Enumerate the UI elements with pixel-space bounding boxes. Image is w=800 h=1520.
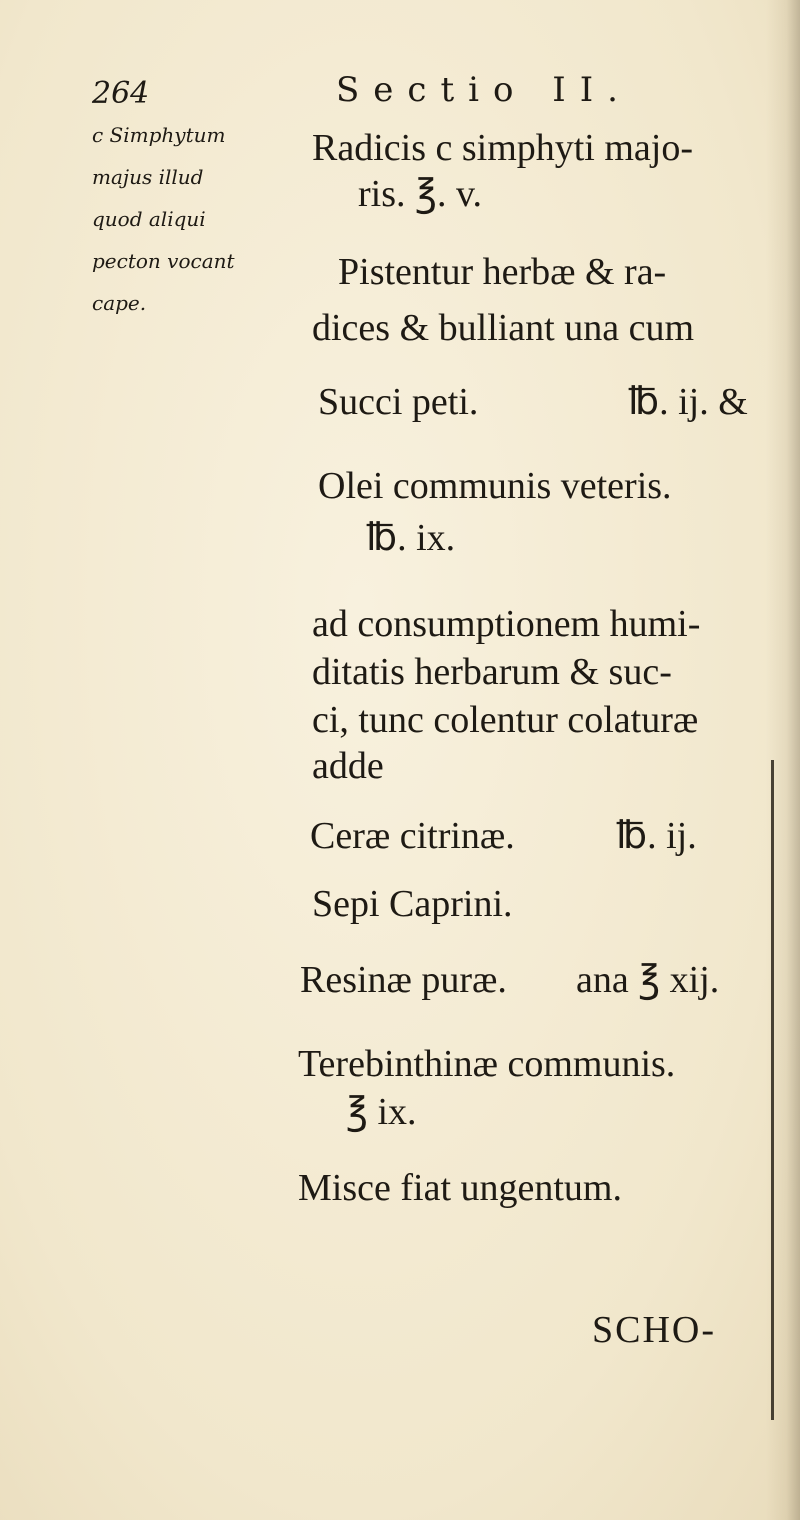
margin-note-line: majus illud — [92, 165, 204, 189]
margin-note-line: cape. — [92, 291, 147, 315]
text-line: Ceræ citrinæ. — [310, 815, 515, 857]
text-line: dices & bulliant una cum — [312, 307, 695, 349]
margin-note-line: c Simphytum — [92, 123, 226, 147]
quantity: ℔. ix. — [366, 517, 456, 559]
text-line: Succi peti. — [318, 381, 479, 423]
text-line: ad consumptionem humi- — [312, 603, 701, 645]
margin-note-line: quod aliqui — [92, 207, 206, 231]
text-line: Terebinthinæ communis. — [298, 1043, 676, 1085]
page-number: 264 — [92, 76, 150, 111]
quantity: ℔. ij. & — [628, 381, 748, 423]
margin-note-line: pecton vocant — [92, 249, 235, 273]
text-line: Resinæ puræ. — [300, 959, 507, 1001]
quantity: ℥ ix. — [346, 1091, 417, 1133]
running-head: Sectio II. — [336, 70, 632, 110]
catchword: SCHO- — [592, 1309, 717, 1351]
text-line: ditatis herbarum & suc- — [312, 651, 672, 693]
text-line: Pistentur herbæ & ra- — [338, 251, 667, 293]
text-line: Olei communis veteris. — [318, 465, 672, 507]
text-line: Misce fiat ungentum. — [298, 1167, 622, 1209]
text-line: Radicis c simphyti majo- — [312, 127, 694, 169]
text-line: adde — [312, 745, 384, 787]
quantity: ana ℥ xij. — [576, 959, 720, 1001]
text-line: Sepi Caprini. — [312, 883, 513, 925]
text-line: ris. ℥. v. — [358, 173, 482, 215]
quantity: ℔. ij. — [616, 815, 697, 857]
page-edge — [771, 760, 774, 1420]
text-line: ci, tunc colentur colaturæ — [312, 699, 699, 741]
